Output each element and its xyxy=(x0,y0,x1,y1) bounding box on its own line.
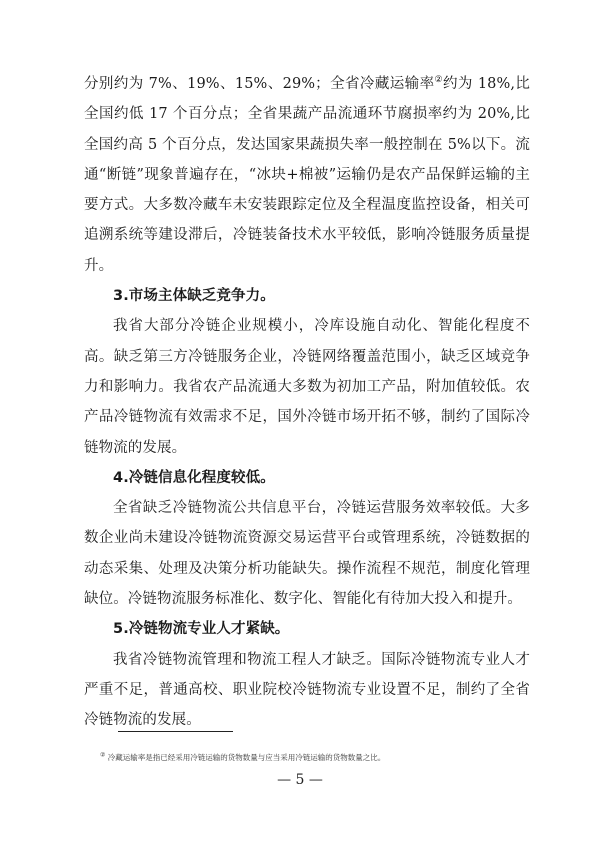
section-heading-5: 5.冷链物流专业人才紧缺。 xyxy=(113,621,290,638)
footnote-mark: ② xyxy=(100,751,106,759)
paragraph-continued xyxy=(84,69,530,281)
footnote-marker[interactable]: ② xyxy=(434,75,443,86)
footnote xyxy=(100,752,520,764)
section-heading-3: 3.市场主体缺乏竞争力。 xyxy=(113,288,275,305)
footnote-divider xyxy=(118,731,233,732)
paragraph-4: 全省缺乏冷链物流公共信息平台，冷链运营服务效率较低。大多数企业尚未建设冷链物流资源交易运营平台或管理系统，冷链数据的动态采集、处理及决策分析功能缺失。操作流程不规范，制度化管理缺位。冷链物流服务标准化、数字化、智能化有待加大投入和提升。 xyxy=(84,500,530,608)
paragraph-text: 约为 18%,比全国约低 17 个百分点；全省果蔬产品流通环节腐损率约为 20%,比全国约高 5 个百分点，发达国家果蔬损失率一般控制在 5%以下。流通“断链”现象普遍存在，“冰块+棉被”运输仍是农产品保鲜运输的主要方式。大多数冷藏车未安装跟踪定位及全程温度监控设备，相关可追溯系统等建设滞后，冷链装备技术水平较低，影响冷链服务质量提升。 xyxy=(84,76,530,274)
paragraph-text: 分别约为 7%、19%、15%、29%；全省冷藏运输率 xyxy=(84,76,435,92)
body-text xyxy=(84,69,530,736)
footnote-text: 冷藏运输率是指已经采用冷链运输的货物数量与应当采用冷链运输的货物数量之比。 xyxy=(107,753,386,762)
paragraph-3: 我省大部分冷链企业规模小，冷库设施自动化、智能化程度不高。缺乏第三方冷链服务企业，冷链网络覆盖范围小，缺乏区域竞争力和影响力。我省农产品流通大多数为初加工产品，附加值较低。农产品冷链物流有效需求不足，国外冷链市场开拓不够，制约了国际冷链物流的发展。 xyxy=(84,318,530,456)
section-heading-4: 4.冷链信息化程度较低。 xyxy=(113,469,275,486)
paragraph-5: 我省冷链物流管理和物流工程人才缺乏。国际冷链物流专业人才严重不足，普通高校、职业院校冷链物流专业设置不足，制约了全省冷链物流的发展。 xyxy=(84,651,530,729)
page-number: — 5 — xyxy=(277,772,323,788)
